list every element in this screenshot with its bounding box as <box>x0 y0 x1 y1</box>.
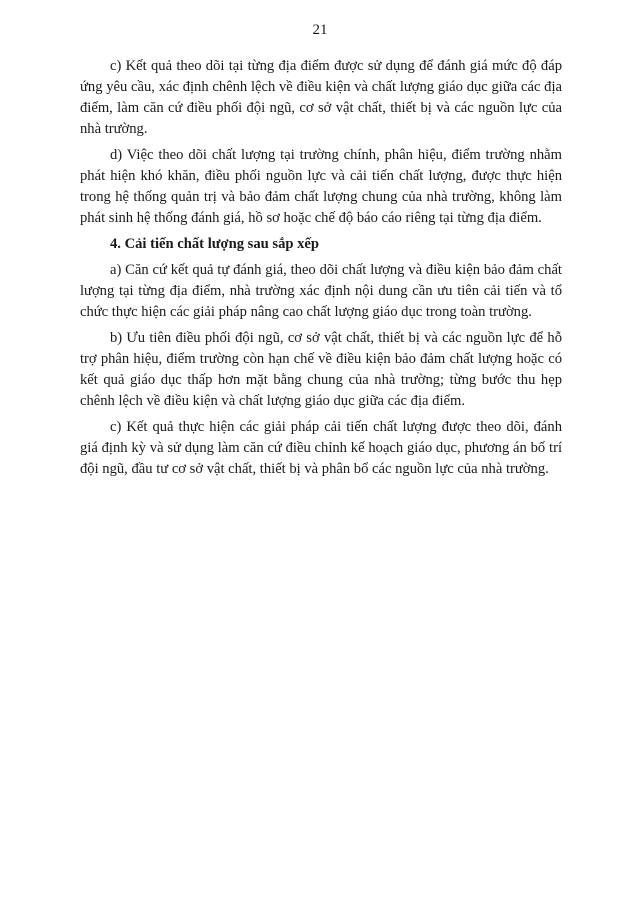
page-number: 21 <box>312 22 328 38</box>
section-heading: 4. Cải tiến chất lượng sau sắp xếp <box>110 236 320 252</box>
document-body <box>80 56 562 485</box>
paragraph-b-resource-allocation: b) Ưu tiên điều phối đội ngũ, cơ sở vật chất, thiết bị và các nguồn lực để hỗ trợ phân hiệu, điểm trường còn hạn chế về điều kiện bảo đảm chất lượng hoặc có kết quả giáo dục thấp hơn mặt bằng chung của nhà trường; từng bước thu hẹp chênh lệch về điều kiện và chất lượng giáo dục giữa các địa điểm. <box>80 330 562 409</box>
paragraph-a-improvement-priorities: a) Căn cứ kết quả tự đánh giá, theo dõi chất lượng và điều kiện bảo đảm chất lượng tại từng địa điểm, nhà trường xác định nội dung cần ưu tiên cải tiến và tổ chức thực hiện các giải pháp nâng cao chất lượng giáo dục trong toàn trường. <box>80 262 562 320</box>
paragraph-c-improvement-results: c) Kết quả thực hiện các giải pháp cải tiến chất lượng được theo dõi, đánh giá định kỳ và sử dụng làm căn cứ điều chỉnh kế hoạch giáo dục, phương án bố trí đội ngũ, đầu tư cơ sở vật chất, thiết bị và phân bổ các nguồn lực của nhà trường. <box>80 419 562 477</box>
paragraph-c-monitoring-results: c) Kết quả theo dõi tại từng địa điểm được sử dụng để đánh giá mức độ đáp ứng yêu cầu, xác định chênh lệch về điều kiện và chất lượng giáo dục giữa các địa điểm, làm căn cứ điều phối đội ngũ, cơ sở vật chất, thiết bị và các nguồn lực của nhà trường. <box>80 58 562 137</box>
paragraph-d-quality-monitoring: d) Việc theo dõi chất lượng tại trường chính, phân hiệu, điểm trường nhằm phát hiện khó khăn, điều phối nguồn lực và cải tiến chất lượng, được thực hiện trong hệ thống quản trị và bảo đảm chất lượng chung của nhà trường, không làm phát sinh hệ thống đánh giá, hồ sơ hoặc chế độ báo cáo riêng tại từng địa điểm. <box>80 147 562 226</box>
